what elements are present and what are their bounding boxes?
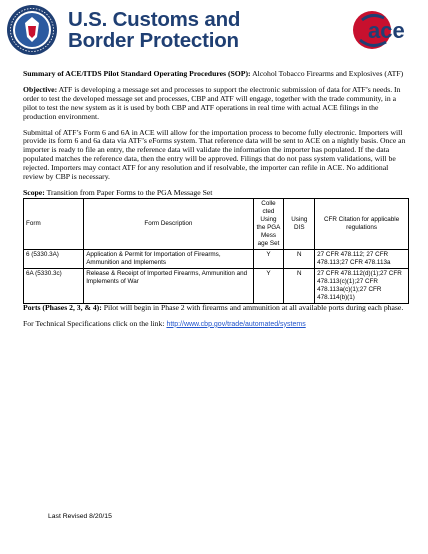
cell-form: 6A (5330.3c) [24,268,84,303]
table-row [24,268,409,303]
scope-text: Transition from Paper Forms to the PGA Message Set [44,187,213,197]
cell-pga: Y [253,268,284,303]
header-dis: Using DIS [284,198,315,249]
ace-logo-icon [344,6,424,54]
header-form: Form [24,198,84,249]
cell-dis: N [284,268,315,303]
tech-spec-text: For Technical Specifications click on the link: [23,318,167,328]
header-cfr: CFR Citation for applicable regulations [315,198,409,249]
cell-form: 6 (5330.3A) [24,249,84,268]
tech-spec-link[interactable]: http://www.cbp.gov/trade/automated/systems [166,320,306,328]
cell-dis: N [284,249,315,268]
ports-text: Pilot will begin in Phase 2 with firearms and ammunition at all available ports during each phase. [101,302,404,312]
last-revised: Last Revised 8/20/15 [48,513,112,520]
forms-table [23,198,409,304]
cell-cfr: 27 CFR 478.112(d)(1);27 CFR 478.113(c)(1);27 CFR 478.113a(c)(1);27 CFR 478.114(b)(1) [315,268,409,303]
table-row [24,249,409,268]
summary-text: Alcohol Tobacco Firearms and Explosives (ATF) [250,69,404,78]
objective-paragraph [23,86,409,122]
summary-paragraph [23,70,409,79]
ace-logo-text: ace [368,18,405,43]
scope-paragraph [23,189,409,198]
cell-description: Release & Receipt of Imported Firearms, Ammunition and Implements of War [84,268,253,303]
objective-text: ATF is developing a message set and processes to support the electronic submission of data for ATF’s needs. In order to test the developed message set and processes, CBP and ATF will engage, together with the trade community, in a pilot to test the new system as it is used by both CBP and ATF operations in real time with actual ACE filings in the production environment. [23,84,401,121]
cell-cfr: 27 CFR 478.112; 27 CFR 478.113;27 CFR 478.113a [315,249,409,268]
ports-label: Ports (Phases 2, 3, & 4): [23,302,102,312]
tech-spec-paragraph [23,320,409,330]
summary-label: Summary of ACE/ITDS Pilot Standard Operating Procedures (SOP): [23,69,251,78]
header-pga: Colle cted Using the PGA Mess age Set [253,198,284,249]
submittal-paragraph: Submittal of ATF’s Form 6 and 6A in ACE will allow for the importation process to become fully electronic. Importers will provide its form 6 and 6a data via ATF’s eForms system. That reference data will be sent to ACE on a nightly basis. Once an importer is ready to file an entry, the reference data will validate the information the importer has populated. If the data populated matches the reference data, then the entry will be approved. Filings that do not pass system validations, will be rejected. Importers may contact ATF for any resolution and if resolvable, the importer can refile in ACE. No additional review by CBP is necessary. [23,127,406,182]
dhs-seal-icon [6,4,58,56]
ports-paragraph [23,304,409,313]
document-body [23,70,409,330]
brand-line2: Border Protection [68,29,239,52]
page-header [0,0,428,60]
table-header-row [24,198,409,249]
brand-line1: U.S. Customs and [68,8,241,31]
scope-label: Scope: [23,187,45,197]
header-description: Form Description [84,198,253,249]
cell-description: Application & Permit for Importation of Firearms, Ammunition and Implements [84,249,253,268]
objective-label: Objective: [23,84,58,94]
brand-title [68,9,240,51]
cell-pga: Y [253,249,284,268]
